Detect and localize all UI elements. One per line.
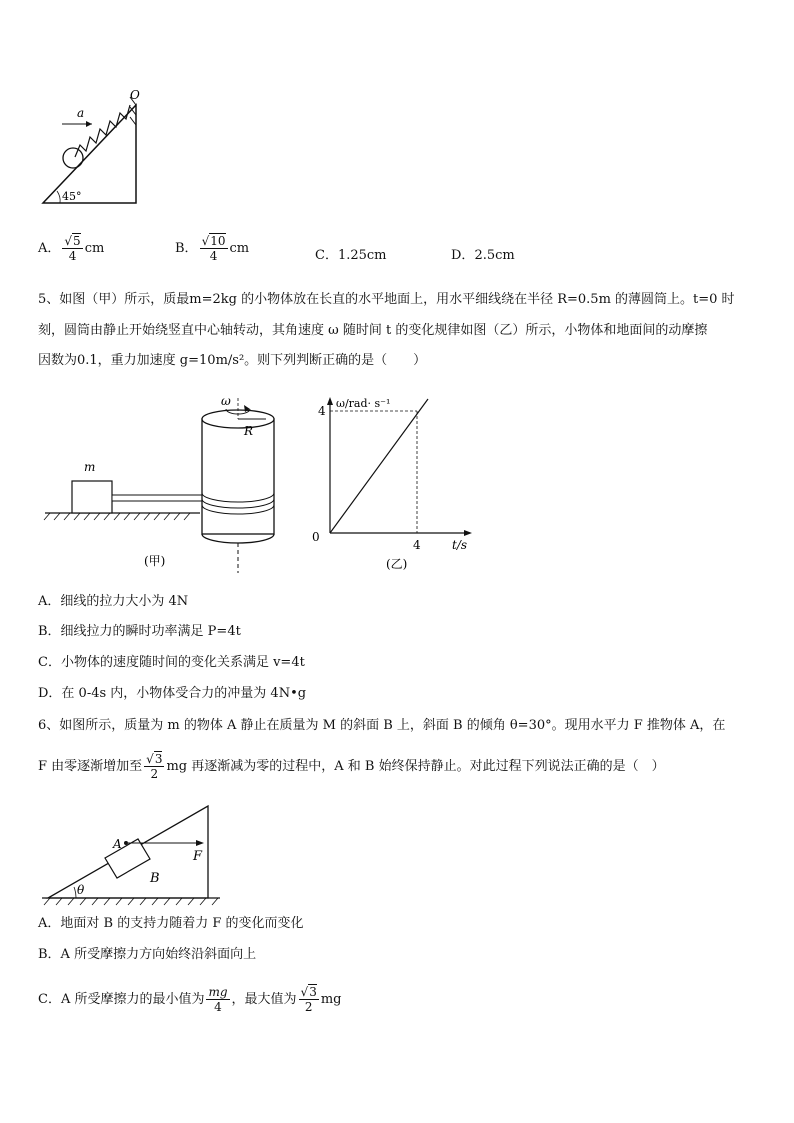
- q4-option-c[interactable]: C．1.25cm: [315, 248, 387, 263]
- block-A: [105, 839, 150, 878]
- q4-figure: [40, 85, 150, 210]
- label-theta: θ: [77, 883, 85, 897]
- origin-label: 0: [312, 530, 320, 544]
- omega-line: [330, 399, 428, 533]
- label-o: O: [130, 88, 140, 102]
- incline-triangle: [43, 105, 136, 203]
- string: [112, 495, 204, 501]
- q5-option-a[interactable]: A．细线的拉力大小为 4N: [38, 594, 189, 609]
- ground-hatch: [44, 898, 218, 905]
- q5-option-d[interactable]: D．在 0-4s 内，小物体受合力的冲量为 4N•g: [38, 686, 307, 701]
- q5-stem-line-1: 5、如图（甲）所示，质最m=2kg 的小物体放在长直的水平地面上，用水平细线绕在半径 R=0.5m 的薄圆筒上。t=0 时: [38, 292, 735, 307]
- q5-option-b[interactable]: B．细线拉力的瞬时功率满足 P=4t: [38, 624, 241, 639]
- ground-hatch: [44, 513, 190, 520]
- y-axis-label: ω/rad· s⁻¹: [336, 397, 391, 410]
- x-axis-label: t/s: [452, 538, 468, 552]
- label-angle: 45°: [62, 190, 82, 203]
- q6-option-a[interactable]: A．地面对 B 的支持力随着力 F 的变化而变化: [38, 916, 304, 931]
- q4-option-a[interactable]: A． $\frac{√5}{4}$ cm: [38, 234, 105, 263]
- q5-stem-line-2: 刻，圆筒由静止开始绕竖直中心轴转动，其角速度 ω 随时间 t 的变化规律如图（乙）所示，小物体和地面间的动摩擦: [38, 323, 708, 338]
- q6-stem-line-1: 6、如图所示，质量为 m 的物体 A 静止在质量为 M 的斜面 B 上，斜面 B 的倾角 θ=30°。现用水平力 F 推物体 A，在: [38, 718, 726, 733]
- label-a: a: [77, 106, 85, 120]
- label-m: m: [84, 460, 96, 474]
- q5-figure-yi: [300, 393, 480, 578]
- y-tick-4: 4: [318, 404, 326, 418]
- label-A: A: [113, 837, 122, 851]
- caption-yi: (乙): [386, 557, 408, 571]
- caption-jia: (甲): [144, 554, 166, 568]
- label-B: B: [150, 871, 160, 886]
- q6-option-c[interactable]: C．A 所受摩擦力的最小值为 $\frac{mg}{4}$ ，最大值为 $\frac{√3}{2}$ mg: [38, 985, 342, 1014]
- label-omega: ω: [221, 394, 231, 408]
- q4-options: [38, 232, 778, 272]
- cylinder-body: [202, 419, 274, 534]
- q5-stem-line-3: 因数为0.1，重力加速度 g=10m/s²。则下列判断正确的是（ ）: [38, 353, 427, 368]
- small-block: [72, 481, 112, 513]
- q6-stem-line-2: F 由零逐渐增加至 $\frac{√3}{2}$ mg 再逐渐减为零的过程中，A 和 B 始终保持静止。对此过程下列说法正确的是（ ）: [38, 752, 665, 781]
- x-tick-4: 4: [413, 538, 421, 552]
- ball: [63, 148, 83, 168]
- q5-figure-jia: [40, 393, 305, 578]
- q6-option-b[interactable]: B．A 所受摩擦力方向始终沿斜面向上: [38, 947, 257, 962]
- q6-figure: [40, 800, 225, 910]
- label-F: F: [193, 849, 203, 864]
- q4-option-b[interactable]: B． $\frac{√10}{4}$ cm: [175, 234, 250, 263]
- q4-option-d[interactable]: D．2.5cm: [451, 248, 515, 263]
- label-R: R: [244, 424, 254, 438]
- q5-option-c[interactable]: C．小物体的速度随时间的变化关系满足 v=4t: [38, 655, 305, 670]
